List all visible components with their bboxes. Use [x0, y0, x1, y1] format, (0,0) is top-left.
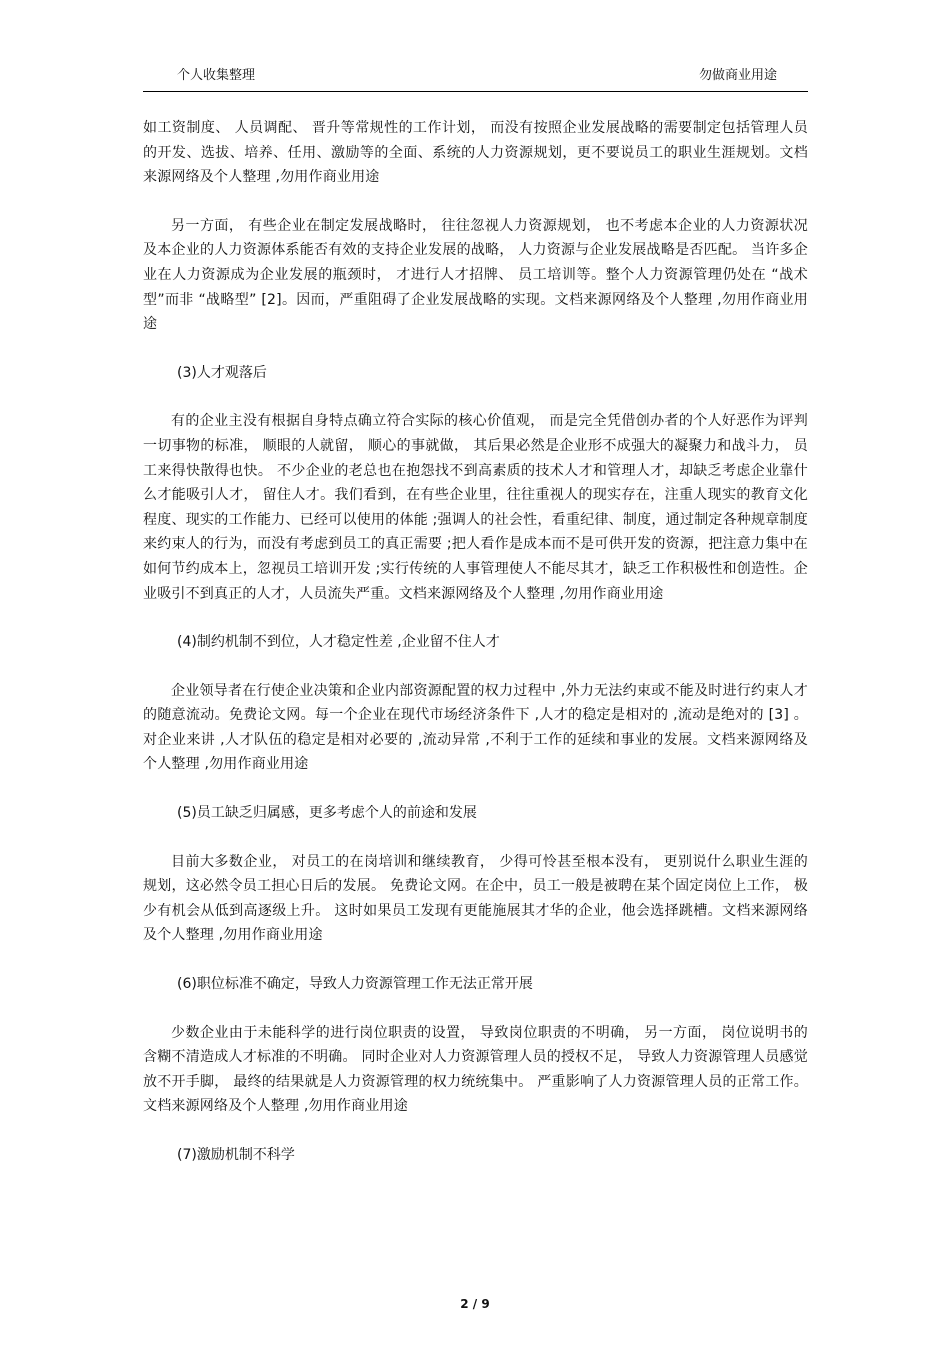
document-body	[143, 116, 808, 1192]
section-heading: (5)员工缺乏归属感，更多考虑个人的前途和发展	[177, 805, 477, 822]
section-heading: (3)人才观落后	[177, 364, 267, 381]
section-heading: (4)制约机制不到位，人才稳定性差 ,企业留不住人才	[177, 634, 500, 651]
header-divider	[143, 91, 808, 92]
paragraph: 目前大多数企业， 对员工的在岗培训和继续教育， 少得可怜甚至根本没有， 更别说什么职业生涯的规划，这必然令员工担心日后的发展。 免费论文网。在企中，员工一般是被聘在某个固定岗位上工作， 极少有机会从低到高逐级上升。 这时如果员工发现有更能施展其才华的企业，他会选择跳槽。文档来源网络及个人整理 ,勿用作商业用途	[143, 853, 808, 944]
section-heading: (7)激励机制不科学	[177, 1147, 295, 1163]
paragraph: 有的企业主没有根据自身特点确立符合实际的核心价值观， 而是完全凭借创办者的个人好恶作为评判一切事物的标准， 顺眼的人就留， 顺心的事就做， 其后果必然是企业形不成强大的凝聚力和战斗力， 员工来得快散得也快。 不少企业的老总也在抱怨找不到高素质的技术人才和管理人才，却缺乏考虑企业靠什么才能吸引人才， 留住人才。我们看到，在有些企业里，往往重视人的现实存在，注重人现实的教育文化程度、现实的工作能力、已经可以使用的体能 ;强调人的社会性，看重纪律、制度，通过制定各种规章制度来约束人的行为，而没有考虑到员工的真正需要 ;把人看作是成本而不是可供开发的资源，把注意力集中在如何节约成本上，忽视员工培训开发 ;实行传统的人事管理使人不能尽其才，缺乏工作积极性和创造性。企业吸引不到真正的人才，人员流失严重。文档来源网络及个人整理 ,勿用作商业用途	[143, 413, 808, 602]
paragraph: 少数企业由于未能科学的进行岗位职责的设置， 导致岗位职责的不明确， 另一方面， 岗位说明书的含糊不清造成人才标准的不明确。 同时企业对人力资源管理人员的授权不足， 导致人力资源管理人员感觉放不开手脚， 最终的结果就是人力资源管理的权力统统集中。 严重影响了人力资源管理人员的正常工作。文档来源网络及个人整理 ,勿用作商业用途	[143, 1024, 808, 1115]
paragraph: 企业领导者在行使企业决策和企业内部资源配置的权力过程中 ,外力无法约束或不能及时进行约束人才的随意流动。免费论文网。每一个企业在现代市场经济条件下 ,人才的稳定是相对的 ,流动是绝对的 [3] 。对企业来讲 ,人才队伍的稳定是相对必要的 ,流动异常 ,不利于工作的延续和事业的发展。文档来源网络及个人整理 ,勿用作商业用途	[143, 682, 808, 773]
paragraph: 如工资制度、 人员调配、 晋升等常规性的工作计划， 而没有按照企业发展战略的需要制定包括管理人员的开发、选拔、培养、任用、激励等的全面、系统的人力资源规划，更不要说员工的职业生涯规划。文档来源网络及个人整理 ,勿用作商业用途	[143, 120, 808, 186]
header-right-text: 勿做商业用途	[698, 68, 777, 83]
header-left-text: 个人收集整理	[177, 68, 256, 83]
page-number: 2 / 9	[460, 1297, 490, 1311]
paragraph: 另一方面， 有些企业在制定发展战略时， 往往忽视人力资源规划， 也不考虑本企业的人力资源状况及本企业的人力资源体系能否有效的支持企业发展的战略， 人力资源与企业发展战略是否匹配。 当许多企业在人力资源成为企业发展的瓶颈时， 才进行人才招牌、 员工培训等。整个人力资源管理仍处在 “战术型”而非 “战略型” [2]。因而，严重阻碍了企业发展战略的实现。文档来源网络及个人整理 ,勿用作商业用途	[143, 217, 808, 333]
section-heading: (6)职位标准不确定，导致人力资源管理工作无法正常开展	[177, 976, 533, 993]
